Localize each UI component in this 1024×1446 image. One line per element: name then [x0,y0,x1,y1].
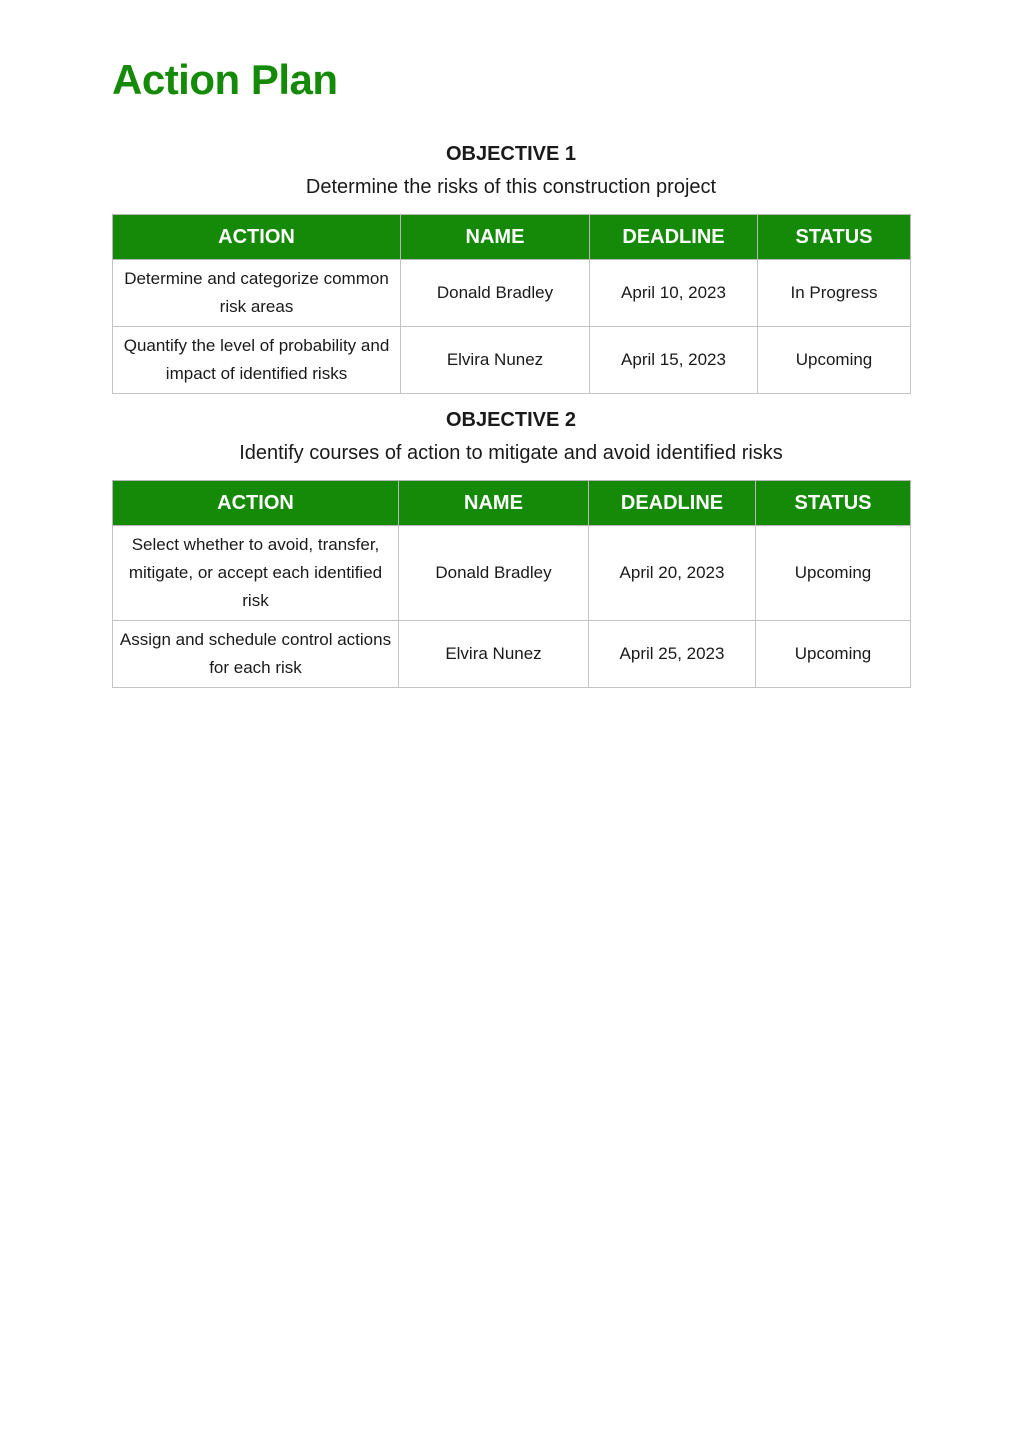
name-cell: Elvira Nunez [399,621,589,688]
column-header-status: STATUS [758,215,911,260]
action-cell: Select whether to avoid, transfer, mitigate, or accept each identified risk [113,526,399,621]
objective-2-heading: OBJECTIVE 2 [445,409,577,431]
table-row [113,327,911,394]
document-page [112,0,910,688]
column-header-action: ACTION [113,481,399,526]
objective-1-table [112,214,911,394]
status-cell: In Progress [758,260,911,327]
action-cell: Determine and categorize common risk areas [113,260,401,327]
deadline-cell: April 15, 2023 [590,327,758,394]
objective-2-description: Identify courses of action to mitigate and avoid identified risks [239,442,783,464]
deadline-cell: April 25, 2023 [589,621,756,688]
status-cell: Upcoming [756,621,911,688]
table-header-row [113,215,911,260]
column-header-status: STATUS [756,481,911,526]
name-cell: Donald Bradley [401,260,590,327]
status-cell: Upcoming [756,526,911,621]
deadline-cell: April 10, 2023 [590,260,758,327]
objective-2-section [112,406,910,467]
deadline-cell: April 20, 2023 [589,526,756,621]
column-header-deadline: DEADLINE [590,215,758,260]
action-cell: Assign and schedule control actions for each risk [113,621,399,688]
status-cell: Upcoming [758,327,911,394]
table-header-row [113,481,911,526]
column-header-name: NAME [399,481,589,526]
objective-1-section [112,140,910,201]
column-header-name: NAME [401,215,590,260]
table-row [113,621,911,688]
name-cell: Donald Bradley [399,526,589,621]
column-header-deadline: DEADLINE [589,481,756,526]
name-cell: Elvira Nunez [401,327,590,394]
objective-2-table [112,480,911,688]
table-row [113,526,911,621]
page-title: Action Plan [112,56,338,103]
objective-1-heading: OBJECTIVE 1 [445,143,577,165]
table-row [113,260,911,327]
objective-1-description: Determine the risks of this construction project [305,176,717,198]
action-cell: Quantify the level of probability and impact of identified risks [113,327,401,394]
column-header-action: ACTION [113,215,401,260]
